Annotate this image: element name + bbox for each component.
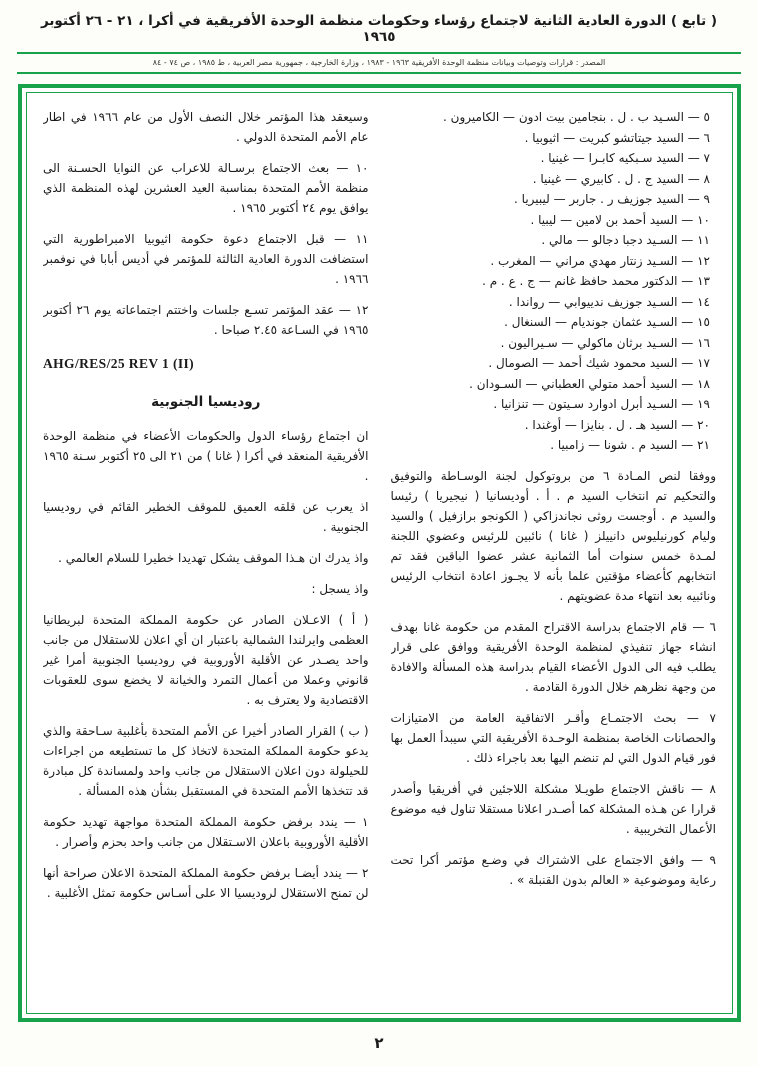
delegate-line: ١٠ — السيد أحمد بن لامين — ليبيا .	[530, 212, 710, 227]
resolution-clause-b: ( ب ) القرار الصادر أخيرا عن الأمم المتحدة بأغلبية سـاحقة والذي يدعو حكومة المملكة المتحدة لاتخاذ كل ما تستطيعه من اجراءات للحيلولة دون اعلان الاستقلال من جانب واحد ولمساندة كل مبادرة قد تتخذها الأمم المتحدة في المستقبل بشأن هذه المسألة .	[43, 724, 369, 798]
delegate-line: ٢٠ — السيد هـ . ل . بنايزا — أوغندا .	[524, 417, 710, 432]
resolution-operative-2: ٢ — يندد أيضـا برفض حكومة المملكة المتحدة الاعلان صراحة أنها لن تمنح الاستقلال لروديسيا الا على أسـاس حكومة تمثل الأغلبية .	[43, 866, 369, 900]
delegate-line: ٥ — السـيد ب . ل . بنجامين بيت ادون — الكاميرون .	[443, 110, 710, 124]
delegate-line: ١٨ — السيد أحمد متولي العطباني — السـودان .	[469, 376, 710, 391]
delegate-line: ٢١ — السيد م . شونا — زامبيا .	[550, 438, 710, 452]
resolution-clause-a: ( أ ) الاعـلان الصادر عن حكومة المملكة المتحدة لبريطانيا العظمى وايرلندا الشمالية باعتبار ان أي اعلان للاستقلال من جانب واحد يصـدر عن الأقلية الأوروبية في روديسيا الجنوبية أمرا غير قانوني وعملا من أعمال التمرد والخيانة لا يخضع سوى للعقوبات الاقتصادية ولا يعترف به .	[43, 613, 369, 707]
delegate-line: ١٤ — السـيد جوزيف ندييوابي — رواندا .	[508, 294, 710, 309]
content-frame	[18, 84, 741, 1022]
paragraph-item-9: ٩ — وافق الاجتماع على الاشتراك في وضـع مؤتمر أكرا تحت رعاية وموضوعية « العالم بدون القنبلة » .	[390, 852, 716, 887]
delegate-line: ١٣ — الدكتور محمد حافظ غانم — ج . ع . م .	[482, 274, 710, 288]
delegate-line: ٩ — السيد جوزيف ر . جاربر — ليبيريا .	[514, 192, 710, 206]
delegate-line: ١٧ — السيد محمود شيك أحمد — الصومال .	[488, 356, 710, 370]
column-right	[391, 107, 717, 1005]
paragraph-item-7: ٧ — بحث الاجتمـاع وأقـر الاتفاقية العامة من الامتيازات والحصانات الخاصة بمنظمة الوحـدة الأفريقية التي سيبدأ العمل بها فور قيام الدول التي لم تنضم اليها بعد باجراء ذلك .	[390, 710, 716, 765]
section-title-southern-rhodesia: روديسيا الجنوبية	[151, 394, 261, 410]
page-number: ٢	[374, 1034, 384, 1052]
paragraph-conference: وسيعقد هذا المؤتمر خلال النصف الأول من عام ١٩٦٦ في اطار عام الأمم المتحدة الدولي .	[43, 110, 369, 144]
header-rule-bottom	[17, 72, 741, 74]
source-citation: المصدر : قرارات وتوصيات وبيانات منظمة الوحدة الأفريقية ١٩٦٣ - ١٩٨٣ ، وزارة الخارجية ، جمهورية مصر العربية ، ط ١٩٨٥ ، ص ٧٤ - ٨٤	[152, 58, 606, 67]
delegate-line: ١٩ — السـيد أبرل ادوارد سـيتون — تنزانيا .	[493, 397, 710, 411]
paragraph-item-10: ١٠ — بعث الاجتماع برسـالة للاعراب عن النوايا الحسـنة الى منظمة الأمم المتحدة بمناسبة العيد العشرين لهذه المنظمة الذي يوافق يوم ٢٤ أكتوبر ١٩٦٥ .	[43, 161, 369, 215]
paragraph-item-11: ١١ — قبل الاجتماع دعوة حكومة اثيوبيا الامبراطورية التي استضافت الدورة العادية الثالثة للمؤتمر في أديس أبابا في نوفمبر ١٩٦٦ .	[43, 232, 369, 286]
resolution-clause: اذ يعرب عن قلقه العميق للموقف الخطير القائم في روديسيا الجنوبية .	[43, 500, 369, 534]
delegate-line: ٦ — السيد جيتاتشو كبريت — اثيوبيا .	[524, 130, 710, 145]
delegate-line: ١١ — السـيد دجبا دجالو — مالي .	[541, 233, 710, 247]
delegate-line: ٧ — السيد سـبكيه كابـرا — غينيا .	[540, 151, 710, 165]
page-header	[0, 0, 758, 74]
delegate-line: ١٥ — السـيد عثمان جونديام — السنغال .	[504, 315, 710, 329]
resolution-operative-1: ١ — يندد برفض حكومة المملكة المتحدة مواجهة تهديد حكومة الأقلية الأوروبية باعلان الاسـتقلال من جانب واحد بحزم وأصرار .	[43, 815, 369, 849]
header-rule-top	[17, 52, 741, 54]
resolution-clause: واذ يسجل :	[311, 582, 369, 596]
delegates-list	[391, 107, 717, 456]
paragraph-protocol: ووفقا لنص المـادة ٦ من بروتوكول لجنة الوسـاطة والتوفيق والتحكيم تم انتخاب السيد م . أ . أوديسانيا ( نيجيريا ) رئيسا والسيد م . أوجست روثى نجاندزاكي ( الكونجو برازفيل ) والسيد وليام كورنيليوس دانييلز ( غانا ) نائبين للرئيس وعضوي اللجنة لمـدة خمس سنوات أما الثمانية عشر عضوا الباقين فقد تم انتخابهم كأعضاء مؤقتين علما بأنه لا يجـوز اعادة انتخاب الرئيس ونائبيه بعد انتهاء مدة عضويتهم .	[390, 468, 716, 603]
resolution-clause: واذ يدرك ان هـذا الموقف يشكل تهديدا خطيرا للسلام العالمي .	[58, 551, 369, 565]
paragraph-item-6: ٦ — قام الاجتماع بدراسة الاقتراح المقدم من حكومة غانا بهدف انشاء جهاز تنفيذي لمنظمة الوحدة الأفريقية ووافق على قرار يطلب فيه الى الدول الأعضاء القيام بدراسة هذه المسألة والافادة من وجهة نظرهم خلال الدورة القادمة .	[390, 619, 716, 694]
delegate-line: ١٢ — السـيد زنتار مهدي مراني — المغرب .	[490, 253, 710, 268]
resolution-preamble: ان اجتماع رؤساء الدول والحكومات الأعضاء في منظمة الوحدة الأفريقية المنعقد في أكرا ( غانا ) من ٢١ الى ٢٥ أكتوبر سـنة ١٩٦٥ .	[43, 429, 369, 483]
column-left	[43, 107, 369, 1005]
two-column-layout	[26, 92, 733, 1014]
delegate-line: ٨ — السيد ج . ل . كابيري — غينيا .	[532, 171, 710, 186]
resolution-reference: AHG/RES/25 REV 1 (II)	[43, 356, 195, 371]
paragraph-item-8: ٨ — ناقش الاجتماع طويـلا مشكلة اللاجئين في أفريقيا وأصدر قرارا عن هـذه المشكلة كما أصـدر اعلانا مستقلا تناول فيه موضوع الأعمال التخريبية .	[390, 781, 716, 836]
document-title: ( تابع ) الدورة العادية الثانية لاجتماع رؤساء وحكومات منظمة الوحدة الأفريقية في أكرا ، ٢١ - ٢٦ أكتوبر ١٩٦٥	[40, 13, 718, 45]
delegate-line: ١٦ — السـيد برثان ماكولي — سـيراليون .	[500, 335, 710, 350]
paragraph-item-12: ١٢ — عقد المؤتمر تسـع جلسات واختتم اجتماعاته يوم ٢٦ أكتوبر ١٩٦٥ في السـاعة ٢.٤٥ صباحا .	[43, 303, 369, 337]
